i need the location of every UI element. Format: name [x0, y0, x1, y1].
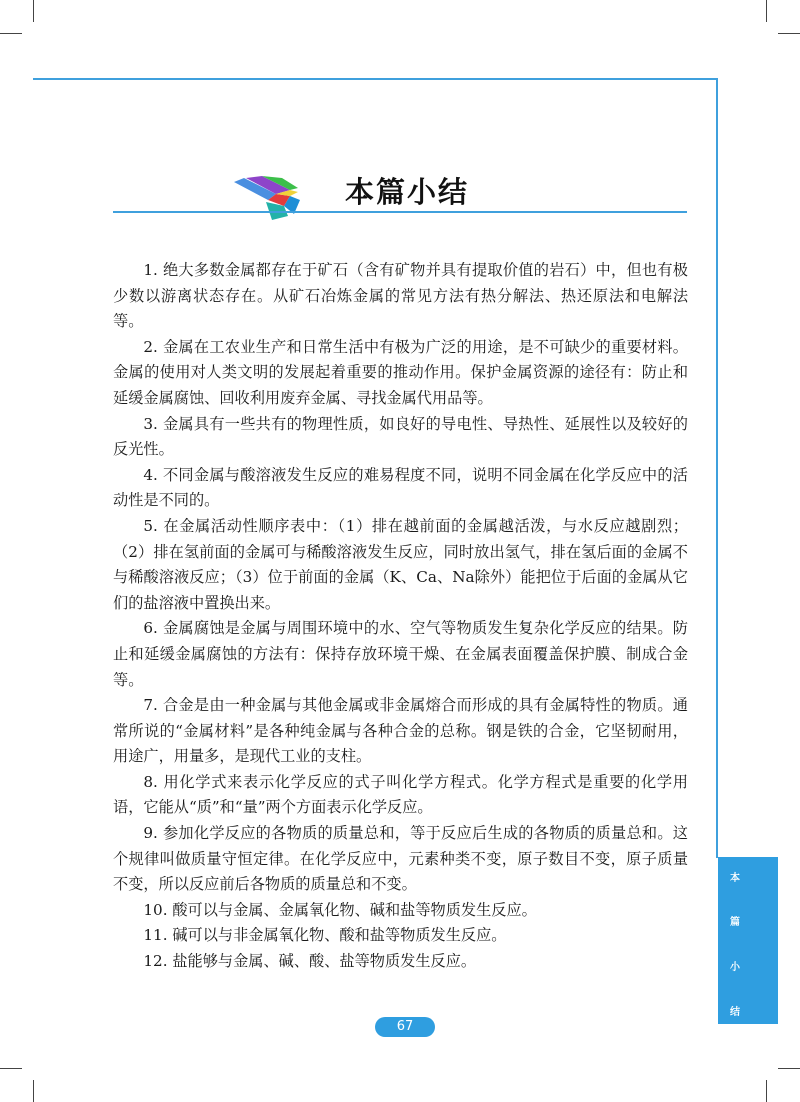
- summary-item: 1. 绝大多数金属都存在于矿石（含有矿物并具有提取价值的岩石）中，但也有极少数以游离状态存在。从矿石冶炼金属的常见方法有热分解法、热还原法和电解法等。: [113, 261, 688, 331]
- side-tab-char: 本: [730, 873, 740, 884]
- summary-item: 4. 不同金属与酸溶液发生反应的难易程度不同，说明不同金属在化学反应中的活动性是不同的。: [113, 465, 688, 510]
- summary-item: 11. 碱可以与非金属氧化物、酸和盐等物质发生反应。: [143, 926, 507, 945]
- summary-body: [113, 258, 688, 975]
- page-number: 67: [375, 1017, 435, 1037]
- crop-mark: [0, 33, 22, 34]
- summary-item: 7. 合金是由一种金属与其他金属或非金属熔合而形成的具有金属特性的物质。通常所说的“金属材料”是各种纯金属与各种合金的总称。钢是铁的合金，它坚韧耐用，用途广，用量多，是现代工业的支柱。: [113, 696, 688, 766]
- section-logo-icon: [232, 176, 302, 222]
- crop-mark: [33, 1080, 34, 1102]
- side-tab-char: 结: [730, 1007, 740, 1018]
- crop-mark: [766, 0, 767, 22]
- summary-item: 5. 在金属活动性顺序表中：（1）排在越前面的金属越活泼，与水反应越剧烈；（2）排在氢前面的金属可与稀酸溶液发生反应，同时放出氢气，排在氢后面的金属不与稀酸溶液反应；（3）位于前面的金属（K、Ca、Na除外）能把位于后面的金属从它们的盐溶液中置换出来。: [113, 516, 688, 612]
- summary-item: 9. 参加化学反应的各物质的质量总和，等于反应后生成的各物质的质量总和。这个规律叫做质量守恒定律。在化学反应中，元素种类不变，原子数目不变，原子质量不变，所以反应前后各物质的质量总和不变。: [113, 824, 688, 894]
- crop-mark: [778, 1068, 800, 1069]
- crop-mark: [766, 1080, 767, 1102]
- summary-item: 6. 金属腐蚀是金属与周围环境中的水、空气等物质发生复杂化学反应的结果。防止和延缓金属腐蚀的方法有：保持存放环境干燥、在金属表面覆盖保护膜、制成合金等。: [113, 619, 688, 689]
- summary-item: 2. 金属在工农业生产和日常生活中有极为广泛的用途，是不可缺少的重要材料。金属的使用对人类文明的发展起着重要的推动作用。保护金属资源的途径有：防止和延缓金属腐蚀、回收利用废弃金属、寻找金属代用品等。: [113, 337, 688, 407]
- summary-item: 3. 金属具有一些共有的物理性质，如良好的导电性、导热性、延展性以及较好的反光性。: [113, 414, 688, 459]
- frame-top-rule: [33, 78, 718, 80]
- summary-item: 12. 盐能够与金属、碱、酸、盐等物质发生反应。: [143, 952, 477, 971]
- title-underline: [113, 211, 687, 213]
- page-title: 本篇小结: [345, 175, 470, 209]
- summary-item: 8. 用化学式来表示化学反应的式子叫化学方程式。化学方程式是重要的化学用语，它能从“质”和“量”两个方面表示化学反应。: [113, 772, 688, 817]
- crop-mark: [33, 0, 34, 22]
- crop-mark: [0, 1068, 22, 1069]
- side-tab-char: 小: [730, 962, 740, 973]
- frame-right-rule: [716, 78, 718, 858]
- crop-mark: [778, 33, 800, 34]
- summary-item: 10. 酸可以与金属、金属氧化物、碱和盐等物质发生反应。: [143, 900, 537, 919]
- chapter-side-tab: [718, 857, 778, 1024]
- side-tab-char: 篇: [730, 917, 740, 928]
